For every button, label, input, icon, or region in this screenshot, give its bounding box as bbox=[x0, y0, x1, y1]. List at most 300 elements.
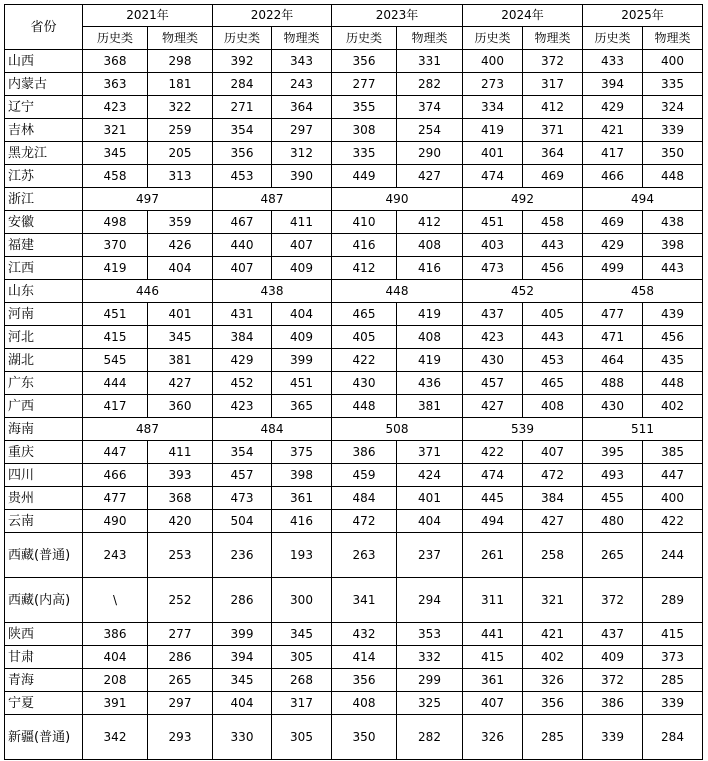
subject-header-history: 历史类 bbox=[583, 27, 643, 50]
score-cell: 305 bbox=[272, 646, 332, 669]
province-cell: 海南 bbox=[5, 418, 83, 441]
score-cell: 494 bbox=[463, 510, 523, 533]
score-cell: 271 bbox=[213, 96, 272, 119]
score-cell: 243 bbox=[83, 533, 148, 578]
score-cell: 412 bbox=[332, 257, 397, 280]
score-cell: 488 bbox=[583, 372, 643, 395]
merged-score-cell: 484 bbox=[213, 418, 332, 441]
score-cell: 415 bbox=[83, 326, 148, 349]
merged-score-cell: 490 bbox=[332, 188, 463, 211]
score-cell: 322 bbox=[148, 96, 213, 119]
score-cell: 408 bbox=[332, 692, 397, 715]
table-body bbox=[5, 50, 703, 760]
table-row bbox=[5, 257, 703, 280]
score-cell: 261 bbox=[463, 533, 523, 578]
score-cell: 424 bbox=[397, 464, 463, 487]
score-cell: 419 bbox=[397, 303, 463, 326]
score-cell: 331 bbox=[397, 50, 463, 73]
score-cell: 469 bbox=[523, 165, 583, 188]
score-cell: 353 bbox=[397, 623, 463, 646]
score-cell: 282 bbox=[397, 715, 463, 760]
score-cell: 372 bbox=[583, 578, 643, 623]
province-cell: 吉林 bbox=[5, 119, 83, 142]
table-row bbox=[5, 510, 703, 533]
score-cell: 254 bbox=[397, 119, 463, 142]
score-cell: 415 bbox=[643, 623, 703, 646]
score-cell: 408 bbox=[397, 234, 463, 257]
subject-header-physics: 物理类 bbox=[148, 27, 213, 50]
score-cell: 371 bbox=[523, 119, 583, 142]
score-cell: 375 bbox=[272, 441, 332, 464]
province-cell: 河北 bbox=[5, 326, 83, 349]
score-cell: 412 bbox=[397, 211, 463, 234]
score-cell: 332 bbox=[397, 646, 463, 669]
score-cell: 448 bbox=[643, 165, 703, 188]
score-cell: 419 bbox=[83, 257, 148, 280]
score-cell: 465 bbox=[332, 303, 397, 326]
score-cell: 407 bbox=[463, 692, 523, 715]
score-cell: 410 bbox=[332, 211, 397, 234]
score-cell: 412 bbox=[523, 96, 583, 119]
subject-header-history: 历史类 bbox=[332, 27, 397, 50]
merged-score-cell: 539 bbox=[463, 418, 583, 441]
score-cell: 273 bbox=[463, 73, 523, 96]
score-cell: 341 bbox=[332, 578, 397, 623]
merged-score-cell: 452 bbox=[463, 280, 583, 303]
score-cell: 451 bbox=[272, 372, 332, 395]
score-cell: 395 bbox=[583, 441, 643, 464]
year-header: 2022年 bbox=[213, 5, 332, 27]
score-cell: 370 bbox=[83, 234, 148, 257]
province-cell: 贵州 bbox=[5, 487, 83, 510]
score-cell: 339 bbox=[643, 692, 703, 715]
score-cell: 252 bbox=[148, 578, 213, 623]
score-cell: 277 bbox=[332, 73, 397, 96]
score-cell: 474 bbox=[463, 165, 523, 188]
score-cell: 405 bbox=[332, 326, 397, 349]
score-cell: 480 bbox=[583, 510, 643, 533]
subject-header-physics: 物理类 bbox=[523, 27, 583, 50]
province-cell: 青海 bbox=[5, 669, 83, 692]
score-cell: 401 bbox=[463, 142, 523, 165]
score-cell: 263 bbox=[332, 533, 397, 578]
score-cell: 466 bbox=[83, 464, 148, 487]
score-cell: 300 bbox=[272, 578, 332, 623]
score-cell: 390 bbox=[272, 165, 332, 188]
score-cell: 360 bbox=[148, 395, 213, 418]
score-cell: 415 bbox=[463, 646, 523, 669]
score-cell: 407 bbox=[213, 257, 272, 280]
score-cell: 400 bbox=[463, 50, 523, 73]
score-cell: 422 bbox=[332, 349, 397, 372]
score-cell: 430 bbox=[463, 349, 523, 372]
table-row bbox=[5, 50, 703, 73]
score-cell: 455 bbox=[583, 487, 643, 510]
score-cell: 386 bbox=[332, 441, 397, 464]
score-cell: 330 bbox=[213, 715, 272, 760]
score-cell: 244 bbox=[643, 533, 703, 578]
score-cell: 429 bbox=[213, 349, 272, 372]
merged-score-cell: 487 bbox=[83, 418, 213, 441]
score-cell: 431 bbox=[213, 303, 272, 326]
score-cell: 430 bbox=[332, 372, 397, 395]
score-cell: 350 bbox=[643, 142, 703, 165]
score-cell: 437 bbox=[583, 623, 643, 646]
table-row bbox=[5, 533, 703, 578]
province-cell: 内蒙古 bbox=[5, 73, 83, 96]
score-cell: 356 bbox=[213, 142, 272, 165]
score-cell: 420 bbox=[148, 510, 213, 533]
score-cell: 401 bbox=[397, 487, 463, 510]
table-row bbox=[5, 578, 703, 623]
score-cell: 394 bbox=[583, 73, 643, 96]
province-cell: 新疆(普通) bbox=[5, 715, 83, 760]
table-row bbox=[5, 96, 703, 119]
province-cell: 辽宁 bbox=[5, 96, 83, 119]
score-cell: 467 bbox=[213, 211, 272, 234]
merged-score-cell: 494 bbox=[583, 188, 703, 211]
score-cell: 359 bbox=[148, 211, 213, 234]
score-cell: 354 bbox=[213, 441, 272, 464]
score-cell: 236 bbox=[213, 533, 272, 578]
score-cell: 325 bbox=[397, 692, 463, 715]
score-cell: 237 bbox=[397, 533, 463, 578]
score-cell: 356 bbox=[523, 692, 583, 715]
province-cell: 浙江 bbox=[5, 188, 83, 211]
table-row bbox=[5, 188, 703, 211]
score-cell: 181 bbox=[148, 73, 213, 96]
score-cell: 404 bbox=[397, 510, 463, 533]
score-cell: 456 bbox=[643, 326, 703, 349]
score-cell: 371 bbox=[397, 441, 463, 464]
score-cell: 443 bbox=[643, 257, 703, 280]
score-cell: 453 bbox=[523, 349, 583, 372]
score-cell: 343 bbox=[272, 50, 332, 73]
merged-score-cell: 458 bbox=[583, 280, 703, 303]
score-cell: 493 bbox=[583, 464, 643, 487]
score-cell: 339 bbox=[643, 119, 703, 142]
score-cell: 439 bbox=[643, 303, 703, 326]
table-row bbox=[5, 234, 703, 257]
score-cell: 372 bbox=[583, 669, 643, 692]
province-cell: 福建 bbox=[5, 234, 83, 257]
score-cell: 445 bbox=[463, 487, 523, 510]
score-cell: 469 bbox=[583, 211, 643, 234]
score-cell: 259 bbox=[148, 119, 213, 142]
score-cell: 286 bbox=[148, 646, 213, 669]
score-cell: 354 bbox=[213, 119, 272, 142]
score-cell: 407 bbox=[272, 234, 332, 257]
score-cell: 339 bbox=[583, 715, 643, 760]
table-row bbox=[5, 646, 703, 669]
score-cell: 417 bbox=[583, 142, 643, 165]
province-cell: 广西 bbox=[5, 395, 83, 418]
score-cell: 398 bbox=[643, 234, 703, 257]
score-cell: 447 bbox=[83, 441, 148, 464]
score-cell: 356 bbox=[332, 669, 397, 692]
score-cell: 411 bbox=[272, 211, 332, 234]
score-cell: 472 bbox=[332, 510, 397, 533]
score-cell: 364 bbox=[272, 96, 332, 119]
score-cell: 417 bbox=[83, 395, 148, 418]
score-cell: 464 bbox=[583, 349, 643, 372]
merged-score-cell: 448 bbox=[332, 280, 463, 303]
score-cell: 451 bbox=[83, 303, 148, 326]
score-cell: 277 bbox=[148, 623, 213, 646]
score-cell: 401 bbox=[148, 303, 213, 326]
score-cell: 458 bbox=[83, 165, 148, 188]
score-cell: 381 bbox=[148, 349, 213, 372]
score-cell: 400 bbox=[643, 487, 703, 510]
score-cell: 484 bbox=[332, 487, 397, 510]
score-cell: 421 bbox=[523, 623, 583, 646]
score-cell: 448 bbox=[332, 395, 397, 418]
score-cell: 311 bbox=[463, 578, 523, 623]
score-cell: 403 bbox=[463, 234, 523, 257]
score-cell: 193 bbox=[272, 533, 332, 578]
score-cell: 409 bbox=[272, 326, 332, 349]
score-cell: 321 bbox=[523, 578, 583, 623]
score-cell: 334 bbox=[463, 96, 523, 119]
score-cell: 457 bbox=[213, 464, 272, 487]
subject-header-history: 历史类 bbox=[463, 27, 523, 50]
score-cell: 285 bbox=[643, 669, 703, 692]
score-cell: 258 bbox=[523, 533, 583, 578]
score-cell: 429 bbox=[583, 234, 643, 257]
score-cell: 441 bbox=[463, 623, 523, 646]
score-cell: 419 bbox=[463, 119, 523, 142]
province-cell: 黑龙江 bbox=[5, 142, 83, 165]
score-cell: 326 bbox=[523, 669, 583, 692]
score-cell: 391 bbox=[83, 692, 148, 715]
score-cell: 386 bbox=[83, 623, 148, 646]
merged-score-cell: 497 bbox=[83, 188, 213, 211]
score-cell: 384 bbox=[213, 326, 272, 349]
province-cell: 安徽 bbox=[5, 211, 83, 234]
score-cell: 443 bbox=[523, 234, 583, 257]
table-row bbox=[5, 441, 703, 464]
score-cell: 407 bbox=[523, 441, 583, 464]
score-cell: 422 bbox=[643, 510, 703, 533]
score-cell: 289 bbox=[643, 578, 703, 623]
table-row bbox=[5, 464, 703, 487]
score-cell: 317 bbox=[272, 692, 332, 715]
score-cell: 208 bbox=[83, 669, 148, 692]
score-cell: 402 bbox=[523, 646, 583, 669]
merged-score-cell: 438 bbox=[213, 280, 332, 303]
score-cell: 355 bbox=[332, 96, 397, 119]
score-cell: 477 bbox=[583, 303, 643, 326]
score-cell: 365 bbox=[272, 395, 332, 418]
province-cell: 重庆 bbox=[5, 441, 83, 464]
score-cell: 466 bbox=[583, 165, 643, 188]
score-cell: 449 bbox=[332, 165, 397, 188]
table-row bbox=[5, 303, 703, 326]
province-cell: 广东 bbox=[5, 372, 83, 395]
score-cell: 342 bbox=[83, 715, 148, 760]
score-cell: 422 bbox=[463, 441, 523, 464]
score-cell: 453 bbox=[213, 165, 272, 188]
score-cell: 447 bbox=[643, 464, 703, 487]
table-row bbox=[5, 211, 703, 234]
score-cell: 408 bbox=[397, 326, 463, 349]
score-cell: 363 bbox=[83, 73, 148, 96]
score-cell: 335 bbox=[643, 73, 703, 96]
table-row bbox=[5, 715, 703, 760]
score-cell: 409 bbox=[583, 646, 643, 669]
province-cell: 山东 bbox=[5, 280, 83, 303]
score-cell: 437 bbox=[463, 303, 523, 326]
merged-score-cell: 446 bbox=[83, 280, 213, 303]
score-cell: 368 bbox=[148, 487, 213, 510]
merged-score-cell: 487 bbox=[213, 188, 332, 211]
score-cell: 459 bbox=[332, 464, 397, 487]
score-cell: 433 bbox=[583, 50, 643, 73]
table-row bbox=[5, 669, 703, 692]
score-cell: 471 bbox=[583, 326, 643, 349]
score-cell: 457 bbox=[463, 372, 523, 395]
score-cell: 386 bbox=[583, 692, 643, 715]
province-cell: 西藏(普通) bbox=[5, 533, 83, 578]
score-cell: 385 bbox=[643, 441, 703, 464]
province-cell: 山西 bbox=[5, 50, 83, 73]
subject-header-physics: 物理类 bbox=[397, 27, 463, 50]
score-cell: 381 bbox=[397, 395, 463, 418]
score-cell: 404 bbox=[83, 646, 148, 669]
score-cell: 290 bbox=[397, 142, 463, 165]
score-cell: 361 bbox=[463, 669, 523, 692]
score-cell: 285 bbox=[523, 715, 583, 760]
score-cell: 451 bbox=[463, 211, 523, 234]
score-cell: 473 bbox=[213, 487, 272, 510]
score-cell: 456 bbox=[523, 257, 583, 280]
score-cell: 253 bbox=[148, 533, 213, 578]
score-cell: 440 bbox=[213, 234, 272, 257]
score-cell: 465 bbox=[523, 372, 583, 395]
score-cell: 398 bbox=[272, 464, 332, 487]
score-cell: 477 bbox=[83, 487, 148, 510]
score-cell: 361 bbox=[272, 487, 332, 510]
province-cell: 江苏 bbox=[5, 165, 83, 188]
province-cell: 甘肃 bbox=[5, 646, 83, 669]
merged-score-cell: 511 bbox=[583, 418, 703, 441]
table-row bbox=[5, 280, 703, 303]
score-cell: 404 bbox=[272, 303, 332, 326]
score-cell: 345 bbox=[272, 623, 332, 646]
score-cell: 345 bbox=[148, 326, 213, 349]
score-cell: 326 bbox=[463, 715, 523, 760]
score-cell: 421 bbox=[583, 119, 643, 142]
score-cell: 416 bbox=[332, 234, 397, 257]
score-cell: 411 bbox=[148, 441, 213, 464]
score-cell: 205 bbox=[148, 142, 213, 165]
merged-score-cell: 492 bbox=[463, 188, 583, 211]
score-cell: 458 bbox=[523, 211, 583, 234]
province-cell: 四川 bbox=[5, 464, 83, 487]
subject-header-history: 历史类 bbox=[83, 27, 148, 50]
score-cell: 393 bbox=[148, 464, 213, 487]
score-cell: 400 bbox=[643, 50, 703, 73]
score-cell: 419 bbox=[397, 349, 463, 372]
score-cell: 427 bbox=[463, 395, 523, 418]
score-cell: 504 bbox=[213, 510, 272, 533]
score-cell: 317 bbox=[523, 73, 583, 96]
score-cell: 399 bbox=[213, 623, 272, 646]
score-cell: 423 bbox=[83, 96, 148, 119]
province-header: 省份 bbox=[5, 5, 83, 50]
score-cell: 490 bbox=[83, 510, 148, 533]
score-cell: 435 bbox=[643, 349, 703, 372]
score-cell: 298 bbox=[148, 50, 213, 73]
score-cell: 321 bbox=[83, 119, 148, 142]
score-cell: 429 bbox=[583, 96, 643, 119]
score-cell: 384 bbox=[523, 487, 583, 510]
score-cell: 373 bbox=[643, 646, 703, 669]
table-row bbox=[5, 372, 703, 395]
score-cell: 409 bbox=[272, 257, 332, 280]
subject-header-physics: 物理类 bbox=[272, 27, 332, 50]
score-cell: 305 bbox=[272, 715, 332, 760]
score-cell: 372 bbox=[523, 50, 583, 73]
score-cell: 368 bbox=[83, 50, 148, 73]
score-cell: 265 bbox=[148, 669, 213, 692]
score-cell: 474 bbox=[463, 464, 523, 487]
score-cell: 324 bbox=[643, 96, 703, 119]
score-cell: 345 bbox=[213, 669, 272, 692]
province-cell: 云南 bbox=[5, 510, 83, 533]
merged-score-cell: 508 bbox=[332, 418, 463, 441]
score-cell: 265 bbox=[583, 533, 643, 578]
score-cell: 416 bbox=[397, 257, 463, 280]
score-cell: 356 bbox=[332, 50, 397, 73]
score-cell: 404 bbox=[213, 692, 272, 715]
score-cell: 427 bbox=[397, 165, 463, 188]
score-cell: 364 bbox=[523, 142, 583, 165]
table-row bbox=[5, 142, 703, 165]
score-cell: 414 bbox=[332, 646, 397, 669]
table-row bbox=[5, 349, 703, 372]
score-cell: 297 bbox=[148, 692, 213, 715]
score-cell: 499 bbox=[583, 257, 643, 280]
province-cell: 江西 bbox=[5, 257, 83, 280]
score-cell: 405 bbox=[523, 303, 583, 326]
table-row bbox=[5, 692, 703, 715]
score-cell: 408 bbox=[523, 395, 583, 418]
score-cell: 308 bbox=[332, 119, 397, 142]
score-cell: 293 bbox=[148, 715, 213, 760]
table-row bbox=[5, 418, 703, 441]
score-cell: 426 bbox=[148, 234, 213, 257]
table-row bbox=[5, 487, 703, 510]
score-cell: 284 bbox=[213, 73, 272, 96]
score-cell: 335 bbox=[332, 142, 397, 165]
score-cell: 432 bbox=[332, 623, 397, 646]
score-cell: 392 bbox=[213, 50, 272, 73]
score-cell: 498 bbox=[83, 211, 148, 234]
score-cell: \ bbox=[83, 578, 148, 623]
table-row bbox=[5, 326, 703, 349]
table-row bbox=[5, 119, 703, 142]
table-row bbox=[5, 165, 703, 188]
table-row bbox=[5, 623, 703, 646]
score-cell: 443 bbox=[523, 326, 583, 349]
score-cell: 297 bbox=[272, 119, 332, 142]
score-cell: 427 bbox=[148, 372, 213, 395]
province-cell: 河南 bbox=[5, 303, 83, 326]
table-header bbox=[5, 5, 703, 50]
province-cell: 宁夏 bbox=[5, 692, 83, 715]
score-cell: 394 bbox=[213, 646, 272, 669]
